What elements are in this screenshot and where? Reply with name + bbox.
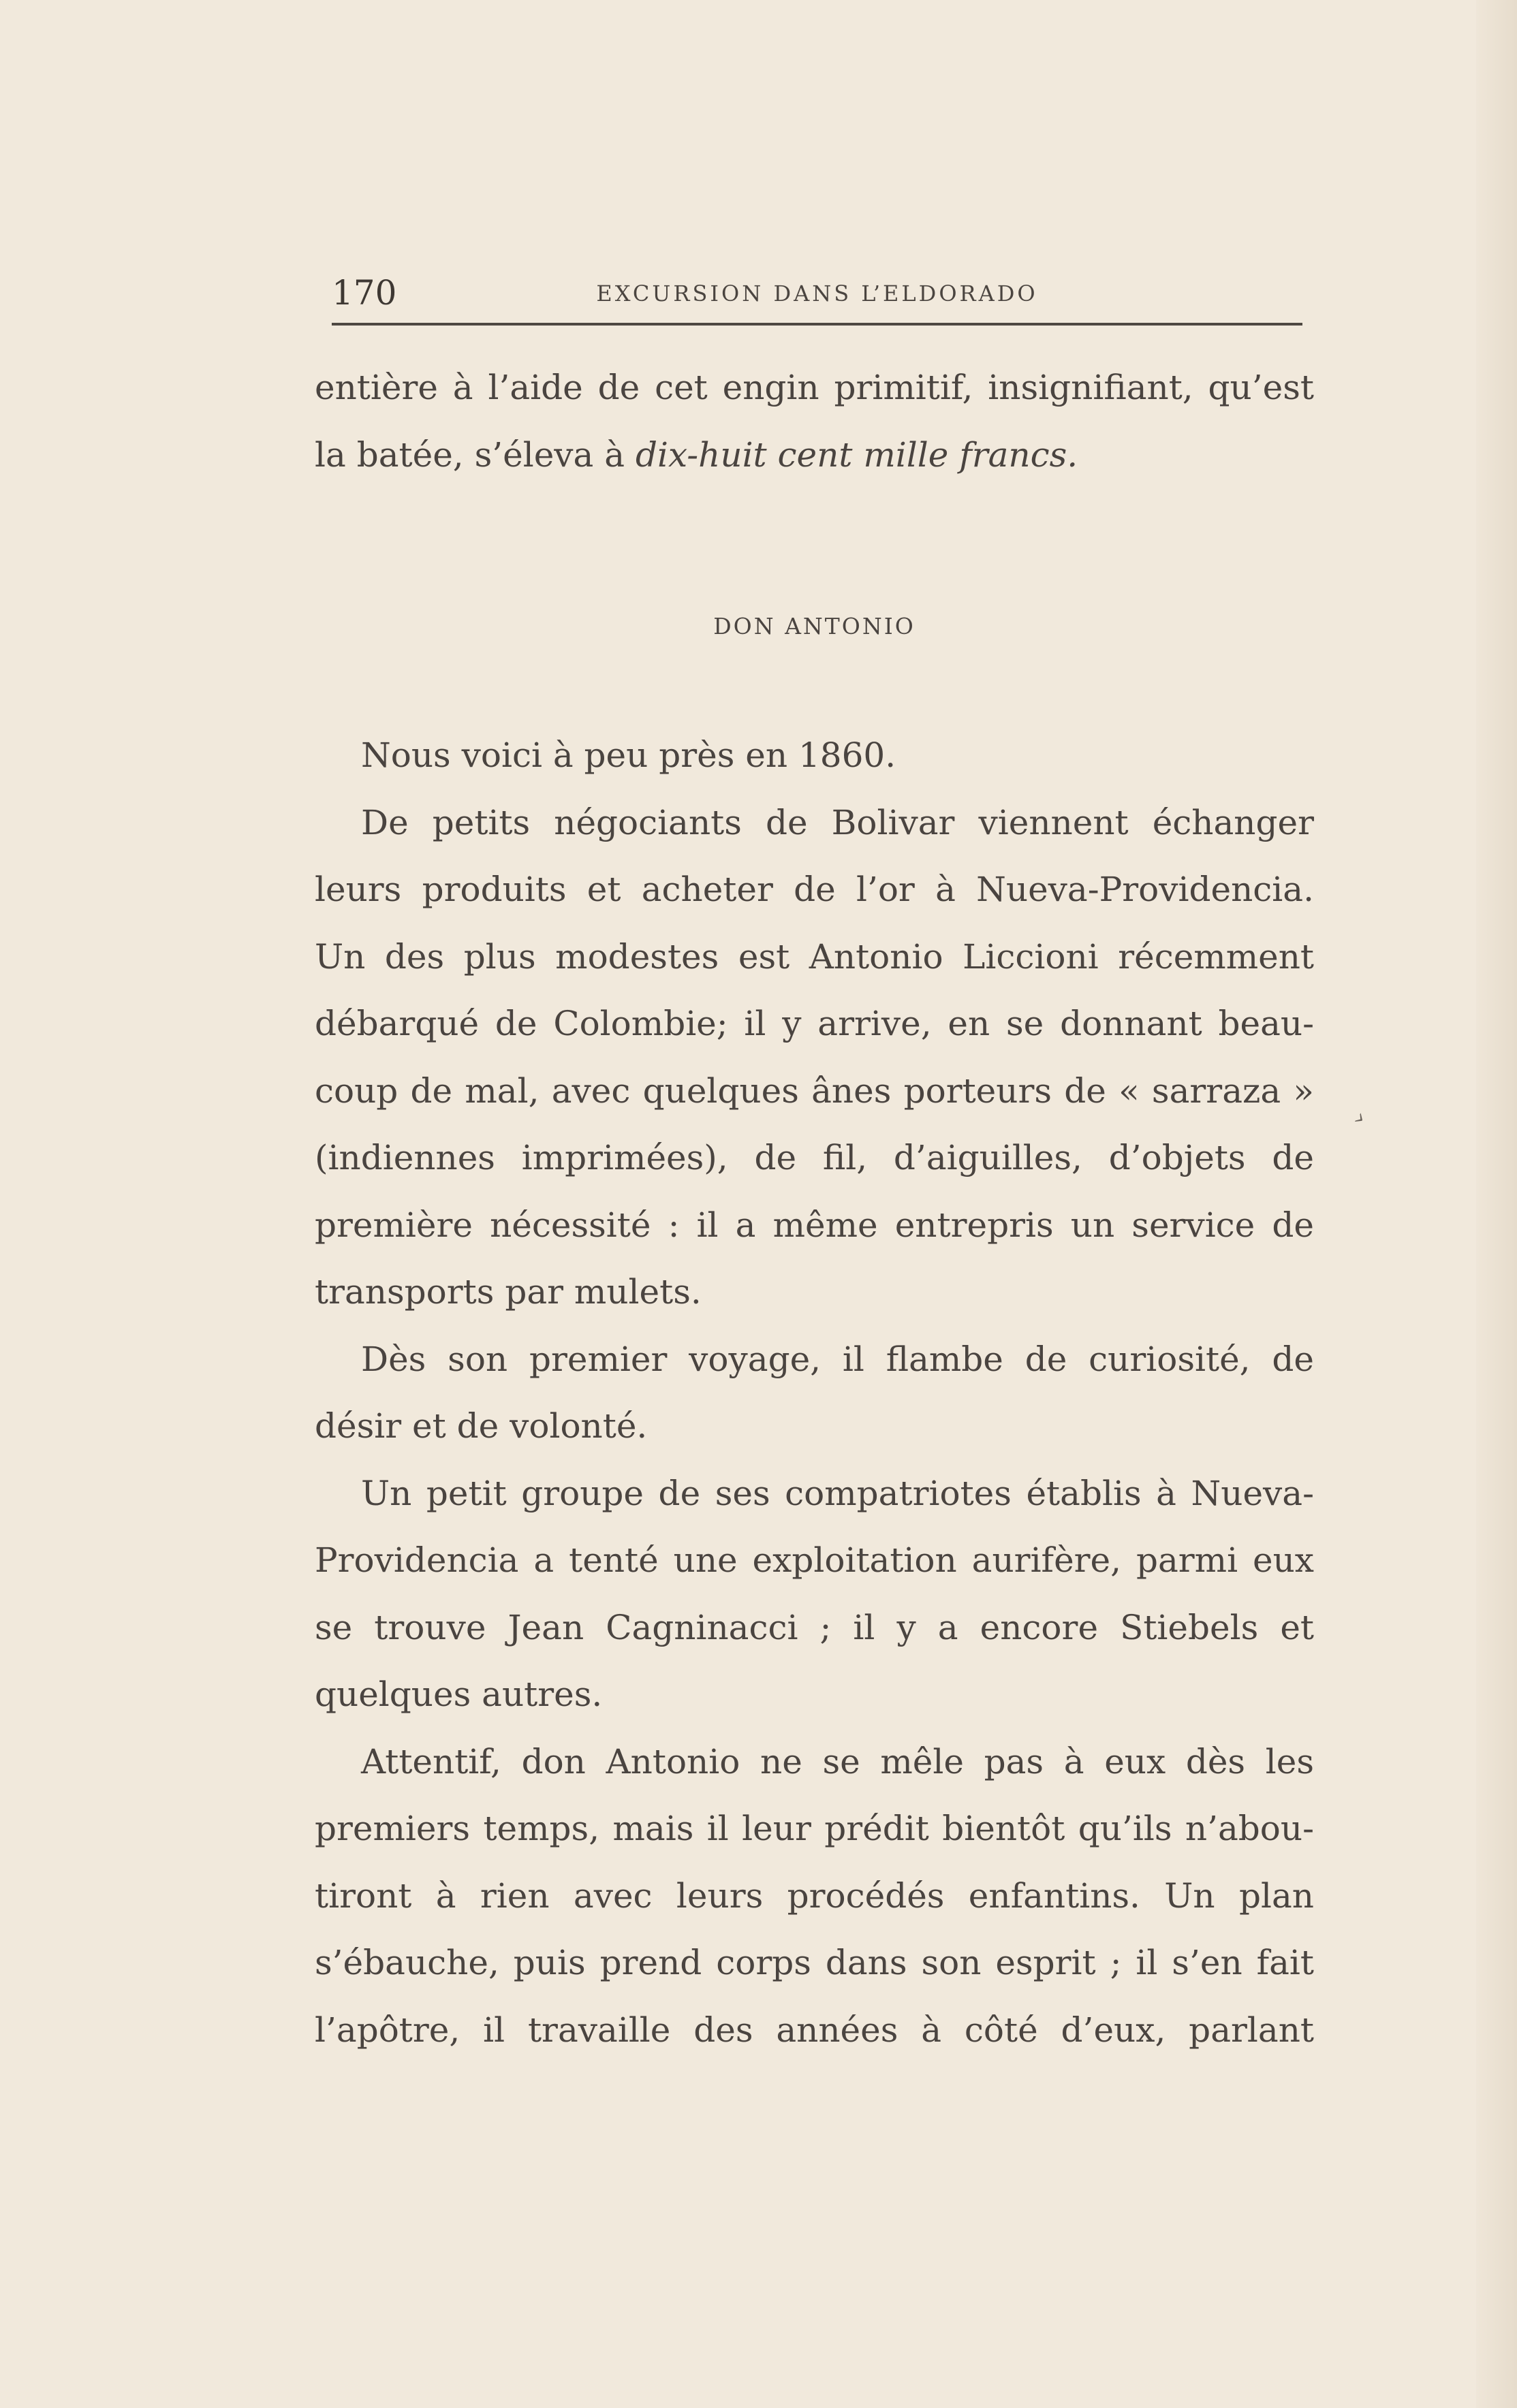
body-text xyxy=(315,722,1314,2063)
text-line: leurs produits et acheter de l’or à Nueva-Providencia. xyxy=(315,870,1314,909)
text-line: l’apôtre, il travaille des années à côté d’eux, parlant xyxy=(315,2010,1314,2050)
text-line: désir et de volonté. xyxy=(315,1406,648,1446)
text-line: première nécessité : il a même entrepris un service de xyxy=(315,1205,1314,1245)
text-line: Un petit groupe de ses compatriotes établis à Nueva- xyxy=(361,1473,1314,1513)
running-title: EXCURSION DANS L’ELDORADO xyxy=(596,281,1038,306)
text-line: se trouve Jean Cagninacci ; il y a encore Stiebels et xyxy=(315,1607,1314,1647)
section-heading: DON ANTONIO xyxy=(713,613,916,639)
text-run: la batée, s’éleva à xyxy=(315,434,636,475)
page-number: 170 xyxy=(332,273,397,313)
header-rule xyxy=(332,323,1302,326)
text-line xyxy=(315,422,1314,489)
text-line: De petits négociants de Bolivar viennent échanger xyxy=(361,802,1314,842)
text-line: (indiennes imprimées), de fil, d’aiguilles, d’objets de xyxy=(315,1138,1314,1177)
text-line: Providencia a tenté une exploitation aurifère, parmi eux xyxy=(315,1540,1314,1580)
margin-mark: › xyxy=(1348,1104,1372,1132)
text-line: Nous voici à peu près en 1860. xyxy=(361,735,896,775)
text-line: entière à l’aide de cet engin primitif, insignifiant, qu’est xyxy=(315,368,1314,407)
text-line: Dès son premier voyage, il flambe de curiosité, de xyxy=(361,1339,1314,1379)
text-line: premiers temps, mais il leur prédit bientôt qu’ils n’abou- xyxy=(315,1809,1314,1848)
text-line: transports par mulets. xyxy=(315,1272,702,1312)
text-line: Un des plus modestes est Antonio Liccioni récemment xyxy=(315,936,1314,977)
text-line: coup de mal, avec quelques ânes porteurs de « sarraza » xyxy=(315,1071,1314,1111)
text-line: débarqué de Colombie; il y arrive, en se donnant beau- xyxy=(315,1004,1314,1043)
text-line: s’ébauche, puis prend corps dans son esprit ; il s’en fait xyxy=(315,1943,1314,1982)
page-header xyxy=(332,269,1302,317)
text-line: Attentif, don Antonio ne se mêle pas à eux dès les xyxy=(361,1741,1314,1781)
text-line: quelques autres. xyxy=(315,1675,603,1714)
page-edge-shadow xyxy=(1476,0,1517,2408)
text-line: tiront à rien avec leurs procédés enfantins. Un plan xyxy=(315,1875,1314,1916)
italic-amount: dix-huit cent mille francs. xyxy=(635,434,1078,475)
intro-paragraph xyxy=(315,354,1314,488)
